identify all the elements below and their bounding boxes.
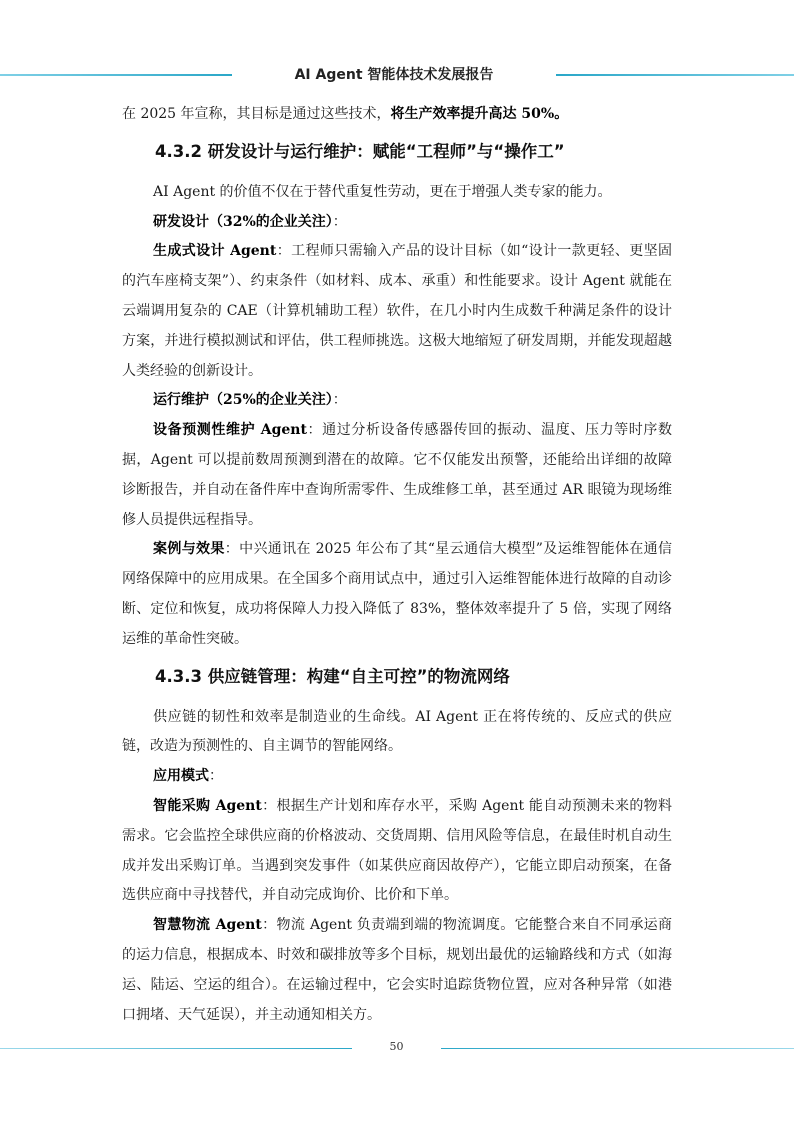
rd-colon: ：: [332, 213, 347, 230]
rd-label: 研发设计（32%的企业关注）: [153, 213, 333, 230]
case-text: ：中兴通讯在 2025 年公布了其“星云通信大模型”及运维智能体在通信网络保障中的应用成果。在全国多个商用试点中，通过引入运维智能体进行故障的自动诊断、定位和恢复，成功将保障人力投入降低了 83%，整体效率提升了 5 倍，实现了网络运维的革命性突破。: [122, 541, 673, 647]
page-body: [122, 100, 672, 1030]
paragraph: 供应链的韧性和效率是制造业的生命线。AI Agent 正在将传统的、反应式的供应链，改造为预测性的、自主调节的智能网络。: [122, 708, 672, 755]
header-line-right: [556, 74, 794, 76]
intro-paragraph: [122, 100, 672, 130]
proc-label: 智能采购 Agent: [153, 797, 262, 814]
intro-bold: 将生产效率提升高达 50%。: [390, 106, 569, 122]
paragraph-predictive-maintenance: [122, 416, 672, 535]
proc-text: ：根据生产计划和库存水平，采购 Agent 能自动预测未来的物料需求。它会监控全球供应商的价格波动、交货周期、信用风险等信息，在最佳时机自动生成并发出采购订单。当遇到突发事件（如某供应商因故停产），它能立即启动预案，在备选供应商中寻找替代，并自动完成询价、比价和下单。: [122, 797, 673, 904]
case-label: 案例与效果: [153, 541, 225, 558]
gen-text: ：工程师只需输入产品的设计目标（如“设计一款更轻、更坚固的汽车座椅支架”）、约束条件（如材料、成本、承重）和性能要求。设计 Agent 就能在云端调用复杂的 CAE（计算机辅助工程）软件，在几小时内生成数千种满足条件的设计方案，并进行模拟测试和评估，供工程师挑选。这极大地缩短了研发周期，并能发现超越人类经验的创新设计。: [122, 243, 673, 379]
running-header-title: AI Agent 智能体技术发展报告: [294, 67, 494, 83]
page-number: 50: [389, 1040, 404, 1053]
paragraph-logistics: [122, 911, 672, 1030]
footer-line-right: [441, 1048, 794, 1049]
footer-line-left: [0, 1048, 352, 1049]
mode-colon: ：: [209, 768, 223, 785]
subheading-modes: [122, 762, 672, 792]
paragraph-procurement: [122, 792, 672, 911]
section-heading-4-3-2: 4.3.2 研发设计与运行维护：赋能“工程师”与“操作工”: [155, 141, 565, 161]
pm-text: ：通过分析设备传感器传回的振动、温度、压力等时序数据，Agent 可以提前数周预测到潜在的故障。它不仅能发出预警，还能给出详细的故障诊断报告，并自动在备件库中查询所需零件、生成维修工单，甚至通过 AR 眼镜为现场维修人员提供远程指导。: [122, 422, 673, 528]
paragraph: AI Agent 的价值不仅在于替代重复性劳动，更在于增强人类专家的能力。: [153, 183, 612, 200]
mode-label: 应用模式: [153, 768, 209, 785]
paragraph-case: [122, 535, 672, 654]
om-label: 运行维护（25%的企业关注）: [153, 392, 333, 409]
header-line-left: [0, 74, 232, 76]
log-label: 智慧物流 Agent: [153, 917, 262, 934]
subheading-rd: [122, 208, 672, 238]
paragraph-generative-design: [122, 237, 672, 386]
intro-text: 在 2025 年宣称，其目标是通过这些技术，: [122, 106, 391, 122]
subheading-om: [122, 386, 672, 416]
gen-label: 生成式设计 Agent: [153, 243, 277, 260]
log-text: ：物流 Agent 负责端到端的物流调度。它能整合来自不同承运商的运力信息，根据成本、时效和碳排放等多个目标，规划出最优的运输路线和方式（如海运、陆运、空运的组合）。在运输过程中，它会实时追踪货物位置，应对各种异常（如港口拥堵、天气延误），并主动通知相关方。: [122, 917, 673, 1023]
section-heading-4-3-3: 4.3.3 供应链管理：构建“自主可控”的物流网络: [155, 666, 510, 686]
om-colon: ：: [332, 392, 347, 409]
pm-label: 设备预测性维护 Agent: [153, 422, 307, 439]
